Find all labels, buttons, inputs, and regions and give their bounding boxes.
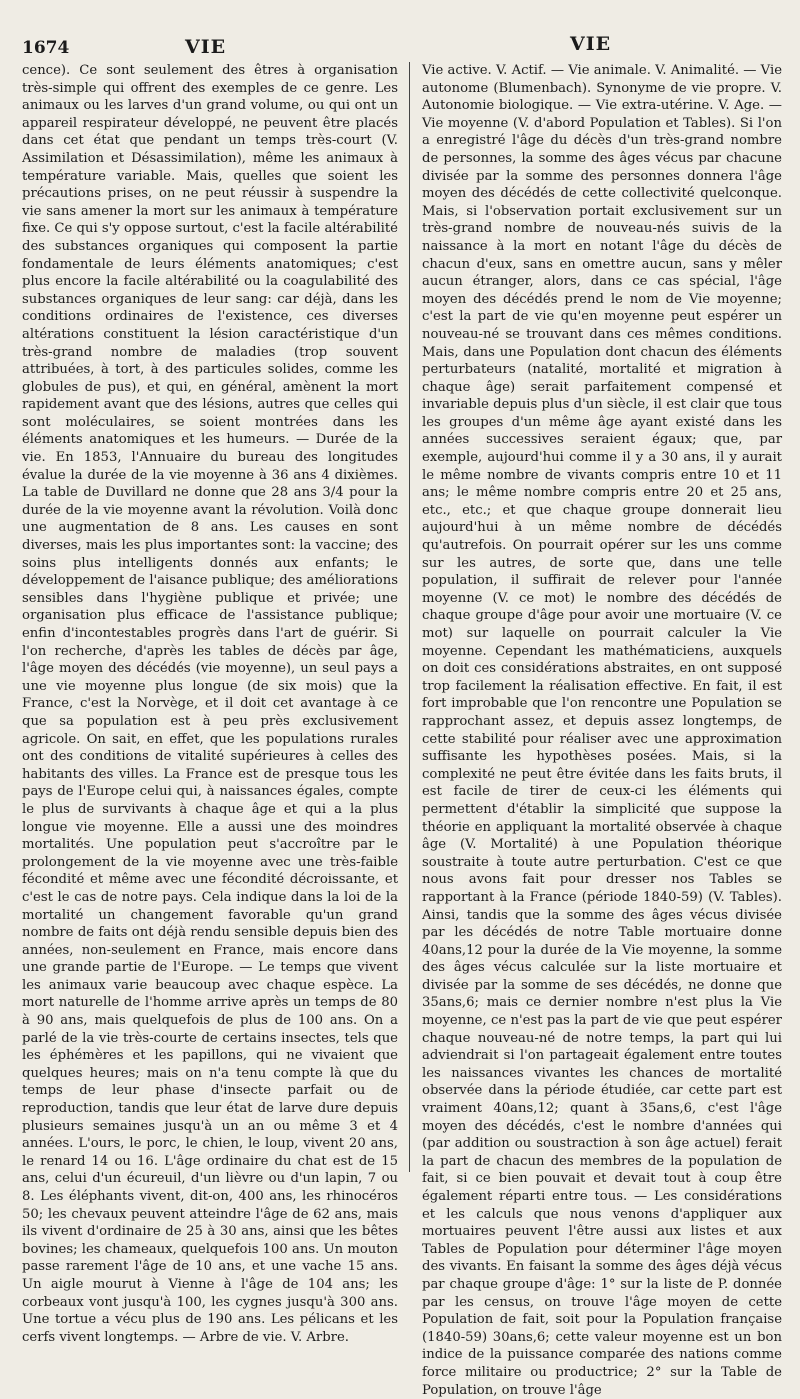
- running-head-left: VIE: [185, 36, 227, 58]
- right-column-text: Vie active. V. Actif. — Vie animale. V. Animalité. — Vie autonome (Blumenbach). Synonyme de vie propre. V. Autonomie biologique. — Vie extra-utérine. V. Age. — Vie moyenne (V. d'abord Population et Tables). Si l'on a enregistré l'âge du décès d'un très-grand nombre de personnes, la somme des âges vécus par chacune divisée par la somme des personnes donnera l'âge moyen des décédés de cette collectivité quelconque. Mais, si l'observation portait exclusivement sur un très-grand nombre de nouveau-nés suivis de la naissance à la mort en notant l'âge du décès de chacun d'eux, sans en omettre aucun, sans y mêler aucun étranger, alors, dans ce cas spécial, l'âge moyen des décédés prend le nom de Vie moyenne; c'est la part de vie qu'en moyenne peut espérer un nouveau-né se trouvant dans ces mêmes conditions. Mais, dans une Population dont chacun des éléments perturbateurs (natalité, mortalité et migration à chaque âge) serait parfaitement compensé et invariable depuis plus d'un siècle, il est clair que tous les groupes d'un même âge ayant existé dans les années successives seraient égaux; que, par exemple, aujourd'hui comme il y a 30 ans, il y aurait le même nombre de vivants compris entre 10 et 11 ans; le même nombre compris entre 20 et 25 ans, etc., etc.; et que chaque groupe donnerait lieu aujourd'hui à un même nombre de décédés qu'autrefois. On pourrait opérer sur les uns comme sur les autres, de sorte que, dans une telle population, il suffirait de relever pour l'année moyenne (V. ce mot) le nombre des décédés de chaque groupe d'âge pour avoir une mortuaire (V. ce mot) sur laquelle on pourrait calculer la Vie moyenne. Cependant les mathématiciens, auxquels on doit ces considérations abstraites, en ont supposé trop facilement la réalisation effective. En fait, il est fort improbable que l'on rencontre une Population se rapprochant assez, et depuis assez longtemps, de cette stabilité pour réaliser avec une approximation suffisante les hypothèses posées. Mais, si la complexité ne peut être évitée dans les faits bruts, il est facile de tirer de ceux-ci les éléments qui permettent d'établir la simplicité que suppose la théorie en appliquant la mortalité observée à chaque âge (V. Mortalité) à une Population théorique soustraite à toute autre perturbation. C'est ce que nous avons fait pour dresser nos Tables se rapportant à la France (période 1840-59) (V. Tables). Ainsi, tandis que la somme des âges vécus divisée par les décédés de notre Table mortuaire donne 40ans,12 pour la durée de la Vie moyenne, la somme des âges vécus calculée sur la liste mortuaire et divisée par la somme de ses décédés, ne donne que 35ans,6; mais ce dernier nombre n'est plus la Vie moyenne, ce n'est pas la part de vie que peut espérer chaque nouveau-né de notre temps, la part qui lui adviendrait si l'on partageait également entre toutes les naissances vivantes les chances de mortalité observée dans la période étudiée, car cette part est vraiment 40ans,12; quant à 35ans,6, c'est l'âge moyen des décédés, c'est le nombre d'années qui (par addition ou soustraction à son âge actuel) ferait la part de chacun des membres de la population de fait, si ce bien pouvait et devait tout à coup être également réparti entre tous. — Les considérations et les calculs que nous venons d'appliquer aux mortuaires peuvent l'être aussi aux listes et aux Tables de Population pour déterminer l'âge moyen des vivants. En faisant la somme des âges déjà vécus par chaque groupe d'âge: 1° sur la liste de P. donnée par les census, on trouve l'âge moyen de cette Population de fait, soit pour la Population française (1840-59) 30ans,6; cette valeur moyenne est un bon indice de la puissance comparée des nations comme force militaire ou productrice; 2° sur la Table de Population, on trouve l'âge: [422, 63, 782, 1398]
- page-number: 1674: [22, 38, 70, 58]
- left-column: [22, 62, 398, 1346]
- column-divider: [409, 62, 410, 1172]
- running-head-right: VIE: [570, 33, 612, 55]
- right-column: [422, 62, 782, 1399]
- left-column-text: cence). Ce sont seulement des êtres à organisation très-simple qui offrent des exemples de ce genre. Les animaux ou les larves d'un grand volume, ou qui ont un appareil respirateur développé, ne peuvent être placés dans cet état que pendant un temps très-court (V. Assimilation et Désassimilation), même les animaux à température variable. Mais, quelles que soient les précautions prises, on ne peut réussir à suspendre la vie sans amener la mort sur les animaux à température fixe. Ce qui s'y oppose surtout, c'est la facile altérabilité des substances organiques qui composent la partie fondamentale de leurs éléments anatomiques; c'est plus encore la facile altérabilité ou la coagulabilité des substances organiques de leur sang: car déjà, dans les conditions ordinaires de l'existence, ces diverses altérations constituent la lésion caractéristique d'un très-grand nombre de maladies (trop souvent attribuées, à tort, à des particules solides, comme les globules de pus), et qui, en général, amènent la mort rapidement avant que des lésions, autres que celles qui sont moléculaires, se soient montrées dans les éléments anatomiques et les humeurs. — Durée de la vie. En 1853, l'Annuaire du bureau des longitudes évalue la durée de la vie moyenne à 36 ans 4 dixièmes. La table de Duvillard ne donne que 28 ans 3/4 pour la durée de la vie moyenne avant la révolution. Voilà donc une augmentation de 8 ans. Les causes en sont diverses, mais les plus importantes sont: la vaccine; des soins plus intelligents donnés aux enfants; le développement de l'aisance publique; des améliorations sensibles dans l'hygiène publique et privée; une organisation plus efficace de l'assistance publique; enfin d'incontestables progrès dans l'art de guérir. Si l'on recherche, d'après les tables de décès par âge, l'âge moyen des décédés (vie moyenne), un seul pays a une vie moyenne plus longue (de six mois) que la France, c'est la Norvège, et il doit cet avantage à ce que sa population est à peu près exclusivement agricole. On sait, en effet, que les populations rurales ont des conditions de vitalité supérieures à celles des habitants des villes. La France est de presque tous les pays de l'Europe celui qui, à naissances égales, compte le plus de survivants à chaque âge et qui a la plus longue vie moyenne. Elle a aussi une des moindres mortalités. Une population peut s'accroître par le prolongement de la vie moyenne avec une très-faible fécondité et même avec une fécondité décroissante, et c'est le cas de notre pays. Cela indique dans la loi de la mortalité un changement favorable qu'un grand nombre de faits ont déjà rendu sensible depuis bien des années, non-seulement en France, mais encore dans une grande partie de l'Europe. — Le temps que vivent les animaux varie beaucoup avec chaque espèce. La mort naturelle de l'homme arrive après un temps de 80 à 90 ans, mais quelquefois de plus de 100 ans. On a parlé de la vie très-courte de certains insectes, tels que les éphémères et les papillons, qui ne vivaient que quelques heures; mais on n'a tenu compte là que du temps de leur phase d'insecte parfait ou de reproduction, tandis que leur état de larve dure depuis plusieurs semaines jusqu'à un an ou même 3 et 4 années. L'ours, le porc, le chien, le loup, vivent 20 ans, le renard 14 ou 16. L'âge ordinaire du chat est de 15 ans, celui d'un écureuil, d'un lièvre ou d'un lapin, 7 ou 8. Les éléphants vivent, dit-on, 400 ans, les rhinocéros 50; les chevaux peuvent atteindre l'âge de 62 ans, mais ils vivent d'ordinaire de 25 à 30 ans, ainsi que les bêtes bovines; les chameaux, quelquefois 100 ans. Un mouton passe rarement l'âge de 10 ans, et une vache 15 ans. Un aigle mourut à Vienne à l'âge de 104 ans; les corbeaux vont jusqu'à 100, les cygnes jusqu'à 300 ans. Une tortue a vécu plus de 190 ans. Les pélicans et les cerfs vivent longtemps. — Arbre de vie. V. Arbre.: [22, 63, 398, 1345]
